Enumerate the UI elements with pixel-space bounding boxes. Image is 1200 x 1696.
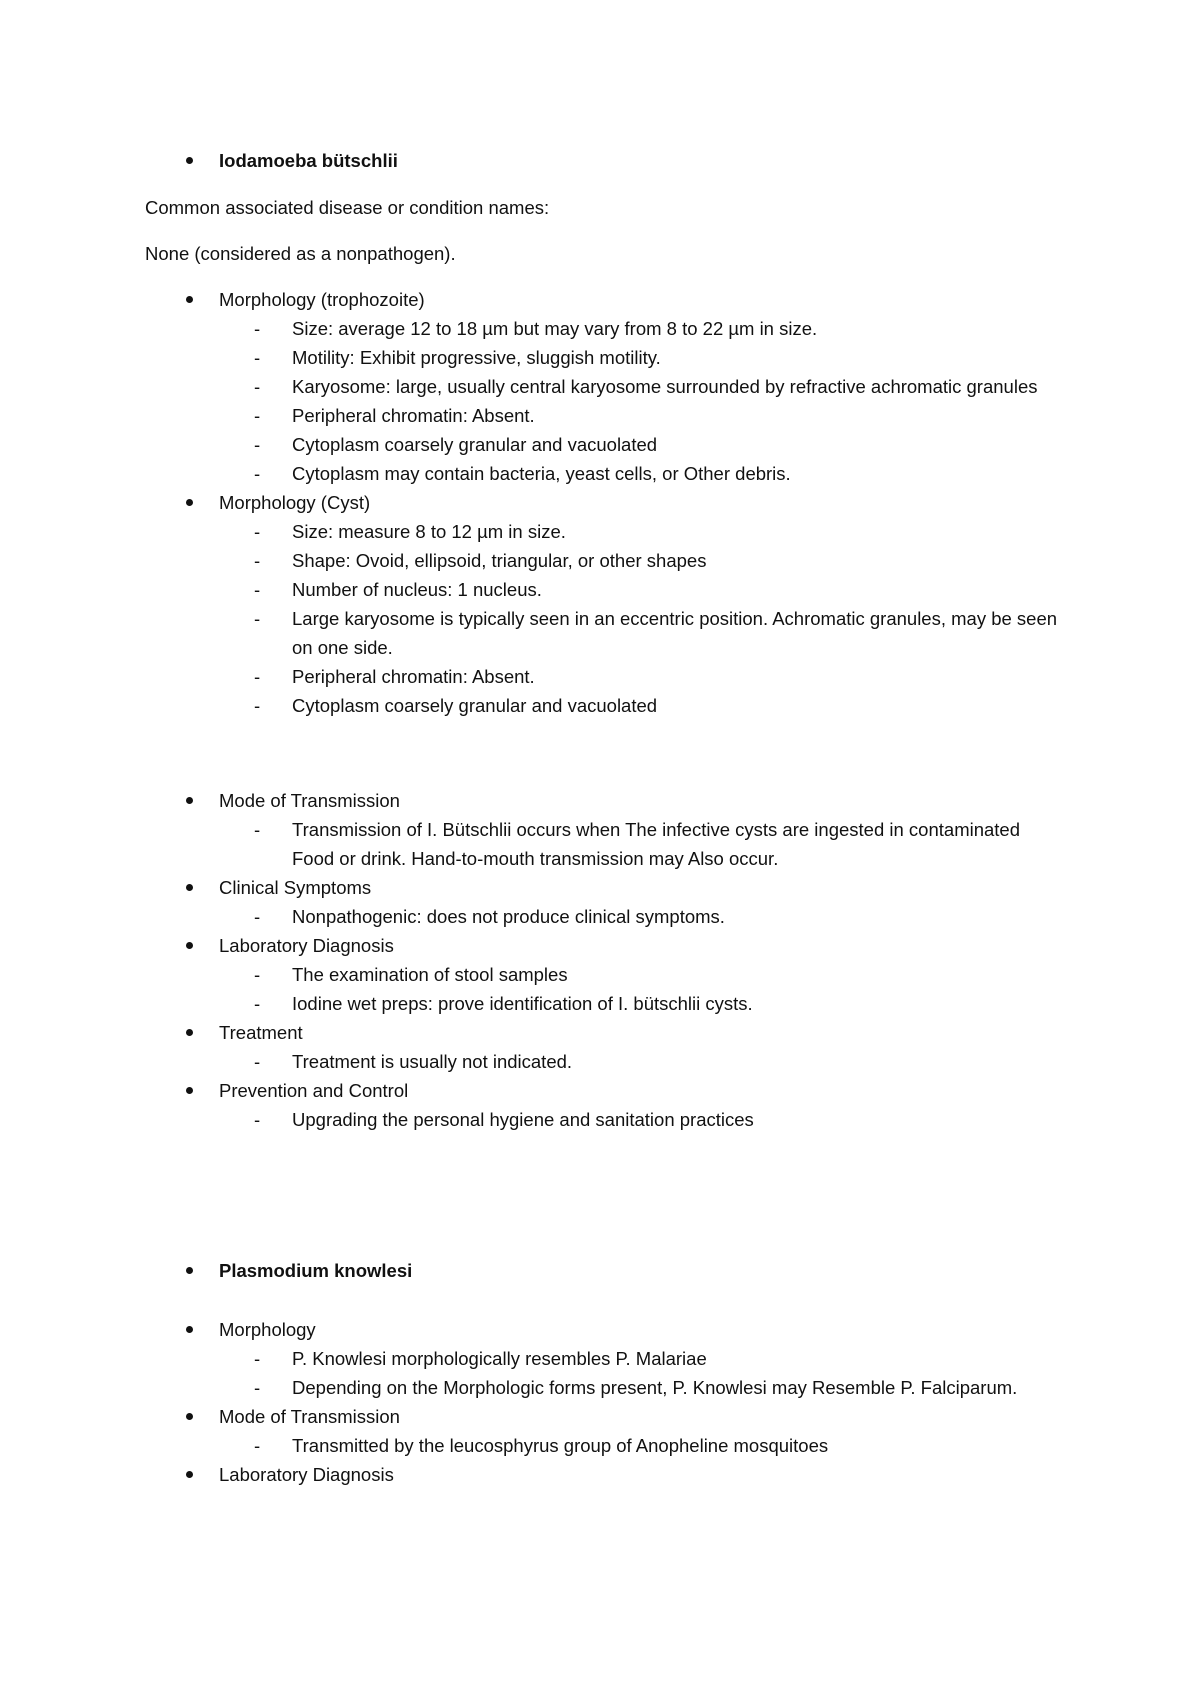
list-item: - Karyosome: large, usually central karyosome surrounded by refractive achromatic granules [254,376,1038,397]
bullet-icon [186,1029,193,1036]
list-item: - Depending on the Morphologic forms present, P. Knowlesi may Resemble P. Falciparum. [254,1377,1018,1398]
prevention-heading: Prevention and Control [219,1080,409,1101]
iodamoeba-title: Iodamoeba bütschlii [219,150,398,171]
bullet-icon [186,1471,193,1478]
plasmodium-transmission-section [0,1402,1200,1460]
list-item: - Size: measure 8 to 12 µm in size. [254,521,566,542]
plasmodium-transmission-list [0,1431,1200,1460]
plasmodium-section-title [0,1256,1200,1285]
bullet-icon [186,942,193,949]
plasmodium-morphology-heading: Morphology [219,1319,316,1340]
treatment-heading: Treatment [219,1022,303,1043]
list-item: - Iodine wet preps: prove identification of I. bütschlii cysts. [254,993,753,1014]
bullet-icon [186,797,193,804]
list-item: - Motility: Exhibit progressive, sluggish motility. [254,347,661,368]
disease-value: None (considered as a nonpathogen). [145,243,456,264]
list-item: - The examination of stool samples [254,964,568,985]
diagnosis-list [0,960,1200,1018]
iodamoeba-section-title [0,146,1200,175]
bullet-icon [186,296,193,303]
bullet-icon [186,157,193,164]
morphology-trophozoite-section [0,285,1200,488]
list-item: - Peripheral chromatin: Absent. [254,666,535,687]
iodamoeba-morphology-block [0,285,1200,720]
plasmodium-details-block [0,1315,1200,1489]
bullet-icon [186,884,193,891]
list-item: - Nonpathogenic: does not produce clinical symptoms. [254,906,725,927]
treatment-list [0,1047,1200,1076]
prevention-list [0,1105,1200,1134]
symptoms-list [0,902,1200,931]
list-item: - Number of nucleus: 1 nucleus. [254,579,542,600]
plasmodium-diagnosis-section [0,1460,1200,1489]
transmission-heading: Mode of Transmission [219,790,400,811]
bullet-icon [186,1326,193,1333]
morphology-trophozoite-heading: Morphology (trophozoite) [219,289,425,310]
bullet-icon [186,499,193,506]
plasmodium-title: Plasmodium knowlesi [219,1260,413,1281]
plasmodium-transmission-heading: Mode of Transmission [219,1406,400,1427]
treatment-section [0,1018,1200,1076]
list-item: - Transmitted by the leucosphyrus group of Anopheline mosquitoes [254,1435,829,1456]
list-item: - P. Knowlesi morphologically resembles P. Malariae [254,1348,707,1369]
iodamoeba-details-block [0,786,1200,1134]
diagnosis-heading: Laboratory Diagnosis [219,935,394,956]
plasmodium-morphology-section [0,1315,1200,1402]
disease-label-paragraph [0,193,1200,222]
transmission-list [0,815,1200,873]
list-item: - Large karyosome is typically seen in an eccentric position. Achromatic granules, may be seen on one side. [254,608,1058,658]
symptoms-section [0,873,1200,931]
disease-label: Common associated disease or condition names: [145,197,550,218]
list-item: - Peripheral chromatin: Absent. [254,405,535,426]
plasmodium-morphology-list [0,1344,1200,1402]
list-item: - Upgrading the personal hygiene and sanitation practices [254,1109,754,1130]
trophozoite-list [0,314,1200,488]
prevention-section [0,1076,1200,1134]
symptoms-heading: Clinical Symptoms [219,877,372,898]
morphology-cyst-heading: Morphology (Cyst) [219,492,371,513]
cyst-list [0,517,1200,720]
bullet-icon [186,1413,193,1420]
list-item: - Treatment is usually not indicated. [254,1051,573,1072]
transmission-section [0,786,1200,873]
list-item: - Size: average 12 to 18 µm but may vary from 8 to 22 µm in size. [254,318,818,339]
list-item: - Transmission of I. Bütschlii occurs when The infective cysts are ingested in contaminated Food or drink. Hand-to-mouth transmission may Also occur. [254,819,1021,869]
bullet-icon [186,1087,193,1094]
morphology-cyst-section [0,488,1200,720]
list-item: - Shape: Ovoid, ellipsoid, triangular, or other shapes [254,550,707,571]
bullet-icon [186,1267,193,1274]
diagnosis-section [0,931,1200,1018]
list-item: - Cytoplasm coarsely granular and vacuolated [254,695,658,716]
disease-value-paragraph [0,239,1200,268]
plasmodium-diagnosis-heading: Laboratory Diagnosis [219,1464,394,1485]
list-item: - Cytoplasm coarsely granular and vacuolated [254,434,658,455]
list-item: - Cytoplasm may contain bacteria, yeast cells, or Other debris. [254,463,791,484]
